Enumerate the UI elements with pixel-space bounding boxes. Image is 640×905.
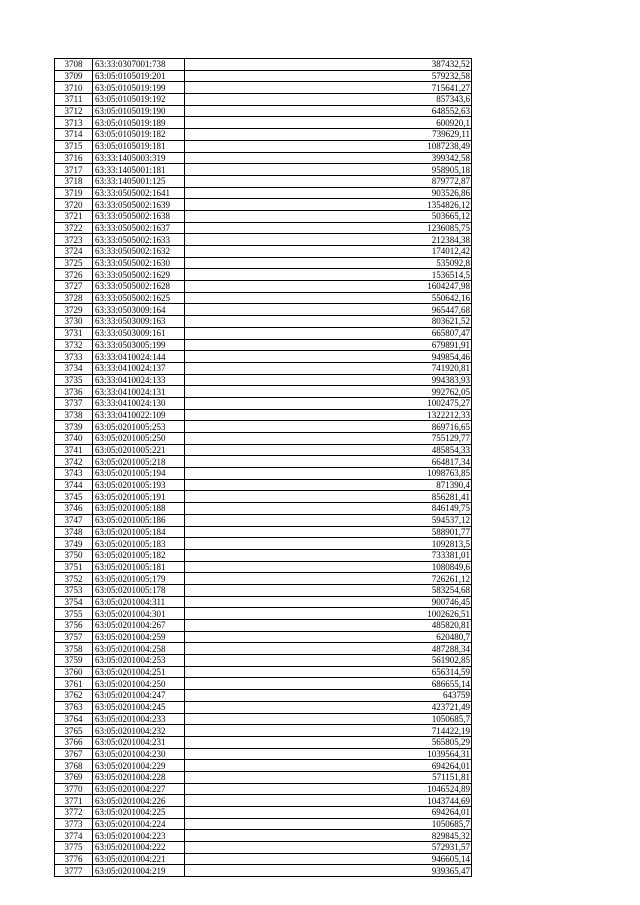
- row-number-cell: 3766: [55, 736, 93, 748]
- row-number-cell: 3713: [55, 117, 93, 129]
- table-row: [55, 386, 472, 398]
- table-row: [55, 631, 472, 643]
- table-row: [55, 281, 472, 293]
- table-row: [55, 771, 472, 783]
- cadastral-number-cell: 63:33:0505002:1628: [93, 281, 185, 293]
- value-cell: 879772,87: [185, 175, 472, 187]
- value-cell: 503665,12: [185, 210, 472, 222]
- cadastral-number-cell: 63:33:0410024:133: [93, 374, 185, 386]
- row-number-cell: 3777: [55, 865, 93, 877]
- value-cell: 583254,68: [185, 584, 472, 596]
- row-number-cell: 3747: [55, 514, 93, 526]
- cadastral-number-cell: 63:05:0201004:222: [93, 842, 185, 854]
- table-row: [55, 643, 472, 655]
- cadastral-number-cell: 63:05:0201004:232: [93, 725, 185, 737]
- cadastral-number-cell: 63:05:0201005:221: [93, 444, 185, 456]
- table-row: [55, 596, 472, 608]
- value-cell: 1536514,5: [185, 269, 472, 281]
- value-cell: 871390,4: [185, 479, 472, 491]
- row-number-cell: 3714: [55, 129, 93, 141]
- table-row: [55, 397, 472, 409]
- row-number-cell: 3744: [55, 479, 93, 491]
- cadastral-number-cell: 63:33:0503009:163: [93, 316, 185, 328]
- table-row: [55, 584, 472, 596]
- table-row: [55, 573, 472, 585]
- row-number-cell: 3767: [55, 748, 93, 760]
- cadastral-number-cell: 63:05:0201004:245: [93, 701, 185, 713]
- row-number-cell: 3759: [55, 655, 93, 667]
- value-cell: 387432,52: [185, 59, 472, 71]
- value-cell: 939365,47: [185, 865, 472, 877]
- row-number-cell: 3765: [55, 725, 93, 737]
- table-row: [55, 246, 472, 258]
- cadastral-number-cell: 63:05:0201004:230: [93, 748, 185, 760]
- value-cell: 679891,91: [185, 339, 472, 351]
- value-cell: 594537,12: [185, 514, 472, 526]
- row-number-cell: 3731: [55, 327, 93, 339]
- table-row: [55, 795, 472, 807]
- row-number-cell: 3734: [55, 362, 93, 374]
- table-row: [55, 678, 472, 690]
- value-cell: 903526,86: [185, 187, 472, 199]
- cadastral-number-cell: 63:33:1405001:125: [93, 175, 185, 187]
- table-row: [55, 842, 472, 854]
- cadastral-number-cell: 63:05:0201004:219: [93, 865, 185, 877]
- row-number-cell: 3712: [55, 105, 93, 117]
- table-row: [55, 199, 472, 211]
- table-row: [55, 152, 472, 164]
- row-number-cell: 3741: [55, 444, 93, 456]
- table-row: [55, 830, 472, 842]
- cadastral-number-cell: 63:33:0410024:144: [93, 351, 185, 363]
- row-number-cell: 3716: [55, 152, 93, 164]
- value-cell: 1322212,33: [185, 409, 472, 421]
- table-row: [55, 210, 472, 222]
- value-cell: 686655,14: [185, 678, 472, 690]
- table-row: [55, 234, 472, 246]
- cadastral-value-table: [54, 58, 472, 877]
- table-row: [55, 701, 472, 713]
- table-row: [55, 444, 472, 456]
- row-number-cell: 3737: [55, 397, 93, 409]
- table-row: [55, 760, 472, 772]
- value-cell: 1098763,85: [185, 468, 472, 480]
- row-number-cell: 3775: [55, 842, 93, 854]
- table-row: [55, 421, 472, 433]
- table-row: [55, 818, 472, 830]
- cadastral-number-cell: 63:05:0201004:247: [93, 690, 185, 702]
- row-number-cell: 3728: [55, 292, 93, 304]
- row-number-cell: 3740: [55, 433, 93, 445]
- table-body: [55, 59, 472, 877]
- value-cell: 965447,68: [185, 304, 472, 316]
- value-cell: 900746,45: [185, 596, 472, 608]
- row-number-cell: 3755: [55, 608, 93, 620]
- cadastral-number-cell: 63:05:0201004:231: [93, 736, 185, 748]
- cadastral-number-cell: 63:05:0201005:218: [93, 456, 185, 468]
- table-row: [55, 140, 472, 152]
- table-row: [55, 549, 472, 561]
- table-row: [55, 374, 472, 386]
- table-row: [55, 853, 472, 865]
- row-number-cell: 3708: [55, 59, 93, 71]
- cadastral-number-cell: 63:05:0201004:250: [93, 678, 185, 690]
- value-cell: 1050685,7: [185, 713, 472, 725]
- table-row: [55, 433, 472, 445]
- table-row: [55, 725, 472, 737]
- table-row: [55, 783, 472, 795]
- value-cell: 487288,34: [185, 643, 472, 655]
- row-number-cell: 3723: [55, 234, 93, 246]
- table-row: [55, 94, 472, 106]
- value-cell: 212384,38: [185, 234, 472, 246]
- cadastral-number-cell: 63:33:0410024:130: [93, 397, 185, 409]
- value-cell: 739629,11: [185, 129, 472, 141]
- value-cell: 535092,8: [185, 257, 472, 269]
- cadastral-number-cell: 63:33:0307001:738: [93, 59, 185, 71]
- table-row: [55, 479, 472, 491]
- table-row: [55, 561, 472, 573]
- row-number-cell: 3762: [55, 690, 93, 702]
- cadastral-number-cell: 63:05:0201005:194: [93, 468, 185, 480]
- cadastral-number-cell: 63:05:0105019:182: [93, 129, 185, 141]
- value-cell: 715641,27: [185, 82, 472, 94]
- table-row: [55, 351, 472, 363]
- table-row: [55, 222, 472, 234]
- cadastral-number-cell: 63:05:0105019:192: [93, 94, 185, 106]
- value-cell: 1604247,98: [185, 281, 472, 293]
- cadastral-number-cell: 63:05:0105019:190: [93, 105, 185, 117]
- table-row: [55, 362, 472, 374]
- row-number-cell: 3711: [55, 94, 93, 106]
- row-number-cell: 3771: [55, 795, 93, 807]
- value-cell: 1354826,12: [185, 199, 472, 211]
- value-cell: 550642,16: [185, 292, 472, 304]
- row-number-cell: 3745: [55, 491, 93, 503]
- cadastral-number-cell: 63:05:0201005:184: [93, 526, 185, 538]
- cadastral-number-cell: 63:33:0410024:137: [93, 362, 185, 374]
- value-cell: 958905,18: [185, 164, 472, 176]
- cadastral-number-cell: 63:05:0201004:311: [93, 596, 185, 608]
- cadastral-number-cell: 63:33:0505002:1625: [93, 292, 185, 304]
- table-row: [55, 59, 472, 71]
- row-number-cell: 3720: [55, 199, 93, 211]
- value-cell: 579232,58: [185, 70, 472, 82]
- value-cell: 423721,49: [185, 701, 472, 713]
- cadastral-number-cell: 63:05:0201005:181: [93, 561, 185, 573]
- table-row: [55, 82, 472, 94]
- row-number-cell: 3724: [55, 246, 93, 258]
- table-row: [55, 456, 472, 468]
- table-row: [55, 316, 472, 328]
- value-cell: 1043744,69: [185, 795, 472, 807]
- row-number-cell: 3736: [55, 386, 93, 398]
- cadastral-number-cell: 63:05:0201004:224: [93, 818, 185, 830]
- row-number-cell: 3719: [55, 187, 93, 199]
- cadastral-number-cell: 63:33:0503009:161: [93, 327, 185, 339]
- row-number-cell: 3776: [55, 853, 93, 865]
- cadastral-number-cell: 63:33:0505002:1632: [93, 246, 185, 258]
- value-cell: 600920,1: [185, 117, 472, 129]
- value-cell: 994383,93: [185, 374, 472, 386]
- row-number-cell: 3746: [55, 503, 93, 515]
- row-number-cell: 3760: [55, 666, 93, 678]
- row-number-cell: 3757: [55, 631, 93, 643]
- row-number-cell: 3730: [55, 316, 93, 328]
- row-number-cell: 3750: [55, 549, 93, 561]
- value-cell: 1050685,7: [185, 818, 472, 830]
- table-row: [55, 327, 472, 339]
- value-cell: 694264,01: [185, 760, 472, 772]
- value-cell: 755129,77: [185, 433, 472, 445]
- value-cell: 174012,42: [185, 246, 472, 258]
- value-cell: 399342,58: [185, 152, 472, 164]
- value-cell: 949854,46: [185, 351, 472, 363]
- value-cell: 648552,63: [185, 105, 472, 117]
- table-row: [55, 468, 472, 480]
- cadastral-number-cell: 63:33:0505002:1638: [93, 210, 185, 222]
- value-cell: 565805,29: [185, 736, 472, 748]
- value-cell: 869716,65: [185, 421, 472, 433]
- cadastral-number-cell: 63:05:0201004:267: [93, 620, 185, 632]
- value-cell: 1080849,6: [185, 561, 472, 573]
- value-cell: 1039564,31: [185, 748, 472, 760]
- table-row: [55, 175, 472, 187]
- cadastral-number-cell: 63:05:0201004:223: [93, 830, 185, 842]
- value-cell: 1087238,49: [185, 140, 472, 152]
- cadastral-number-cell: 63:05:0201004:301: [93, 608, 185, 620]
- value-cell: 485820,81: [185, 620, 472, 632]
- table-row: [55, 257, 472, 269]
- row-number-cell: 3742: [55, 456, 93, 468]
- cadastral-number-cell: 63:05:0201004:225: [93, 807, 185, 819]
- row-number-cell: 3764: [55, 713, 93, 725]
- value-cell: 571151,81: [185, 771, 472, 783]
- cadastral-number-cell: 63:33:0503005:199: [93, 339, 185, 351]
- row-number-cell: 3770: [55, 783, 93, 795]
- cadastral-number-cell: 63:33:0505002:1637: [93, 222, 185, 234]
- value-cell: 664817,34: [185, 456, 472, 468]
- cadastral-number-cell: 63:05:0201004:229: [93, 760, 185, 772]
- row-number-cell: 3749: [55, 538, 93, 550]
- table-row: [55, 666, 472, 678]
- table-row: [55, 620, 472, 632]
- cadastral-number-cell: 63:05:0201004:221: [93, 853, 185, 865]
- value-cell: 946605,14: [185, 853, 472, 865]
- table-row: [55, 526, 472, 538]
- cadastral-number-cell: 63:05:0105019:199: [93, 82, 185, 94]
- cadastral-number-cell: 63:05:0201005:188: [93, 503, 185, 515]
- row-number-cell: 3739: [55, 421, 93, 433]
- row-number-cell: 3726: [55, 269, 93, 281]
- table-row: [55, 129, 472, 141]
- cadastral-number-cell: 63:33:0505002:1629: [93, 269, 185, 281]
- row-number-cell: 3743: [55, 468, 93, 480]
- cadastral-number-cell: 63:05:0201004:228: [93, 771, 185, 783]
- value-cell: 665807,47: [185, 327, 472, 339]
- value-cell: 803621,52: [185, 316, 472, 328]
- value-cell: 656314,59: [185, 666, 472, 678]
- cadastral-number-cell: 63:05:0201005:186: [93, 514, 185, 526]
- row-number-cell: 3758: [55, 643, 93, 655]
- row-number-cell: 3773: [55, 818, 93, 830]
- table-row: [55, 713, 472, 725]
- row-number-cell: 3772: [55, 807, 93, 819]
- table-row: [55, 117, 472, 129]
- row-number-cell: 3718: [55, 175, 93, 187]
- row-number-cell: 3748: [55, 526, 93, 538]
- row-number-cell: 3721: [55, 210, 93, 222]
- cadastral-number-cell: 63:05:0105019:181: [93, 140, 185, 152]
- row-number-cell: 3738: [55, 409, 93, 421]
- cadastral-number-cell: 63:33:0505002:1633: [93, 234, 185, 246]
- cadastral-number-cell: 63:05:0201004:227: [93, 783, 185, 795]
- table-row: [55, 514, 472, 526]
- value-cell: 1092813,5: [185, 538, 472, 550]
- row-number-cell: 3732: [55, 339, 93, 351]
- cadastral-number-cell: 63:33:0503009:164: [93, 304, 185, 316]
- row-number-cell: 3710: [55, 82, 93, 94]
- value-cell: 588901,77: [185, 526, 472, 538]
- table-row: [55, 865, 472, 877]
- row-number-cell: 3761: [55, 678, 93, 690]
- row-number-cell: 3725: [55, 257, 93, 269]
- value-cell: 643759: [185, 690, 472, 702]
- table-row: [55, 164, 472, 176]
- table-row: [55, 409, 472, 421]
- table-row: [55, 736, 472, 748]
- table-row: [55, 807, 472, 819]
- row-number-cell: 3733: [55, 351, 93, 363]
- cadastral-number-cell: 63:33:0505002:1641: [93, 187, 185, 199]
- value-cell: 620480,7: [185, 631, 472, 643]
- table-row: [55, 269, 472, 281]
- cadastral-number-cell: 63:05:0201005:193: [93, 479, 185, 491]
- table-row: [55, 292, 472, 304]
- table-row: [55, 339, 472, 351]
- cadastral-number-cell: 63:05:0201005:179: [93, 573, 185, 585]
- cadastral-number-cell: 63:05:0201005:178: [93, 584, 185, 596]
- cadastral-number-cell: 63:05:0105019:201: [93, 70, 185, 82]
- cadastral-number-cell: 63:33:0505002:1630: [93, 257, 185, 269]
- row-number-cell: 3715: [55, 140, 93, 152]
- cadastral-number-cell: 63:05:0201005:250: [93, 433, 185, 445]
- row-number-cell: 3752: [55, 573, 93, 585]
- cadastral-number-cell: 63:33:0410024:131: [93, 386, 185, 398]
- cadastral-number-cell: 63:05:0201004:226: [93, 795, 185, 807]
- cadastral-number-cell: 63:33:0505002:1639: [93, 199, 185, 211]
- table-row: [55, 105, 472, 117]
- row-number-cell: 3722: [55, 222, 93, 234]
- value-cell: 733381,01: [185, 549, 472, 561]
- value-cell: 829845,32: [185, 830, 472, 842]
- table-row: [55, 655, 472, 667]
- value-cell: 846149,75: [185, 503, 472, 515]
- table-row: [55, 187, 472, 199]
- row-number-cell: 3768: [55, 760, 93, 772]
- cadastral-number-cell: 63:05:0201005:253: [93, 421, 185, 433]
- table-row: [55, 491, 472, 503]
- cadastral-number-cell: 63:05:0201004:258: [93, 643, 185, 655]
- row-number-cell: 3709: [55, 70, 93, 82]
- cadastral-number-cell: 63:33:1405003:319: [93, 152, 185, 164]
- value-cell: 1046524,89: [185, 783, 472, 795]
- value-cell: 1236085,75: [185, 222, 472, 234]
- row-number-cell: 3754: [55, 596, 93, 608]
- table-row: [55, 70, 472, 82]
- row-number-cell: 3753: [55, 584, 93, 596]
- row-number-cell: 3729: [55, 304, 93, 316]
- value-cell: 741920,81: [185, 362, 472, 374]
- row-number-cell: 3727: [55, 281, 93, 293]
- row-number-cell: 3763: [55, 701, 93, 713]
- cadastral-number-cell: 63:05:0201004:253: [93, 655, 185, 667]
- row-number-cell: 3756: [55, 620, 93, 632]
- value-cell: 1002626,51: [185, 608, 472, 620]
- value-cell: 992762,05: [185, 386, 472, 398]
- row-number-cell: 3717: [55, 164, 93, 176]
- table-row: [55, 304, 472, 316]
- row-number-cell: 3774: [55, 830, 93, 842]
- value-cell: 1002475,27: [185, 397, 472, 409]
- value-cell: 714422,19: [185, 725, 472, 737]
- cadastral-number-cell: 63:05:0201005:191: [93, 491, 185, 503]
- table-row: [55, 608, 472, 620]
- cadastral-number-cell: 63:05:0201005:182: [93, 549, 185, 561]
- cadastral-number-cell: 63:05:0201004:233: [93, 713, 185, 725]
- table-row: [55, 690, 472, 702]
- cadastral-number-cell: 63:05:0201005:183: [93, 538, 185, 550]
- value-cell: 572931,57: [185, 842, 472, 854]
- value-cell: 856281,41: [185, 491, 472, 503]
- cadastral-number-cell: 63:33:0410022:109: [93, 409, 185, 421]
- value-cell: 726261,12: [185, 573, 472, 585]
- cadastral-number-cell: 63:33:1405001:181: [93, 164, 185, 176]
- cadastral-number-cell: 63:05:0201004:251: [93, 666, 185, 678]
- table-row: [55, 748, 472, 760]
- value-cell: 561902,85: [185, 655, 472, 667]
- cadastral-number-cell: 63:05:0201004:259: [93, 631, 185, 643]
- value-cell: 857343,6: [185, 94, 472, 106]
- value-cell: 485854,33: [185, 444, 472, 456]
- row-number-cell: 3769: [55, 771, 93, 783]
- table-row: [55, 503, 472, 515]
- cadastral-number-cell: 63:05:0105019:189: [93, 117, 185, 129]
- row-number-cell: 3751: [55, 561, 93, 573]
- table-row: [55, 538, 472, 550]
- value-cell: 694264,01: [185, 807, 472, 819]
- row-number-cell: 3735: [55, 374, 93, 386]
